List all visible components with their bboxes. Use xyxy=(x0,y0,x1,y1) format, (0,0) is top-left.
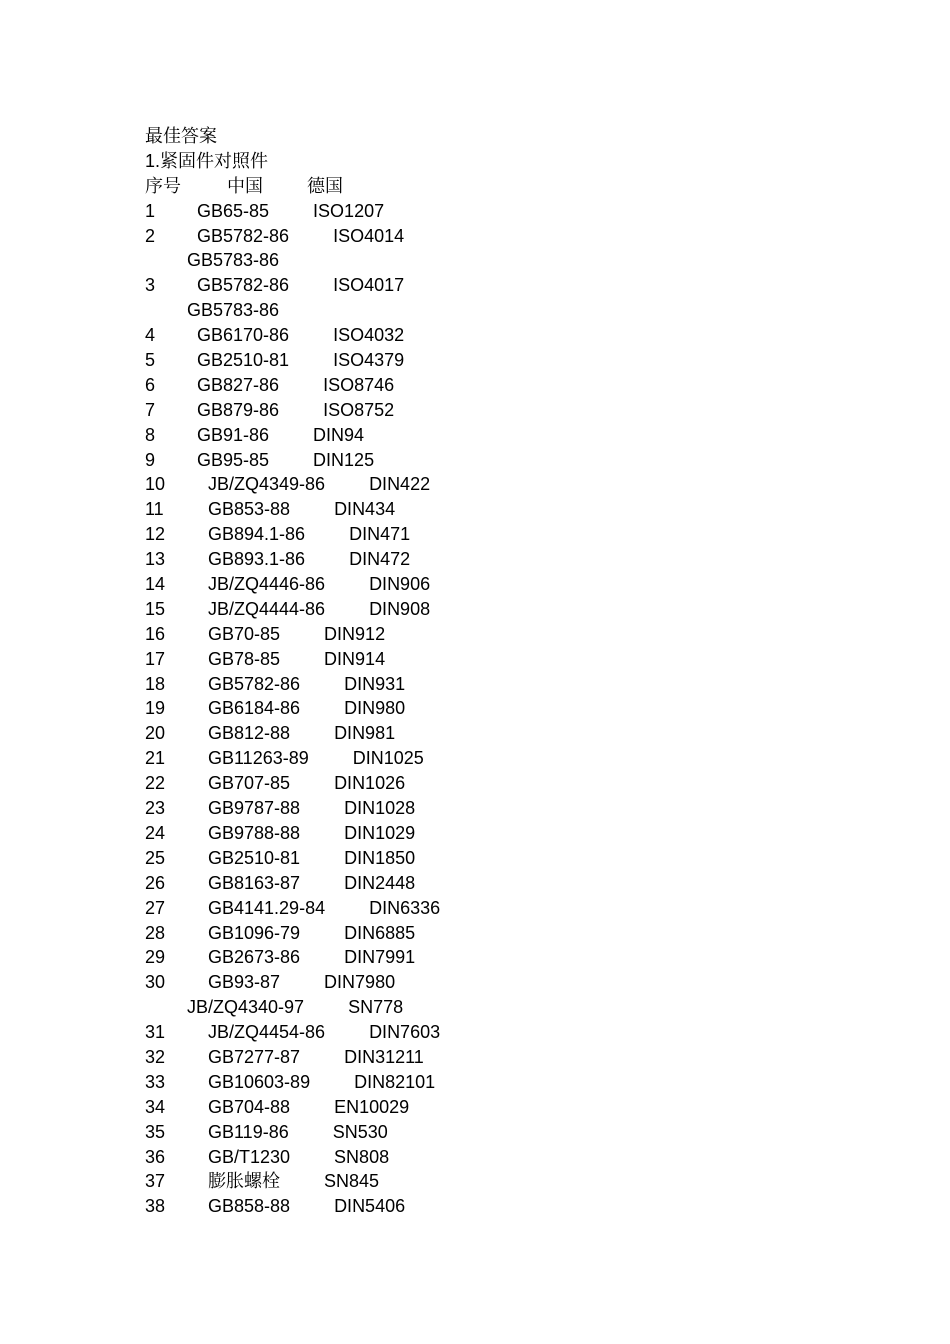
table-row xyxy=(145,547,905,572)
table-row xyxy=(145,273,905,298)
table-row xyxy=(145,224,905,249)
row-germany-standard: DIN1029 xyxy=(344,822,416,843)
table-row xyxy=(145,1070,905,1095)
row-germany-standard: DIN125 xyxy=(313,449,375,470)
row-index: 32 xyxy=(145,1046,166,1067)
row-china-standard: GB812-88 xyxy=(208,723,291,744)
row-index: 5 xyxy=(145,350,156,371)
row-index: 21 xyxy=(145,748,166,769)
row-index: 20 xyxy=(145,723,166,744)
row-china-standard: GB879-86 xyxy=(197,399,280,420)
table-row-continuation xyxy=(145,248,905,273)
row-china-standard: GB5782-86 xyxy=(208,673,301,694)
row-index: 24 xyxy=(145,822,166,843)
row-germany-standard: ISO8752 xyxy=(323,399,395,420)
row-germany-standard: DIN931 xyxy=(344,673,406,694)
row-china-standard: GB11263-89 xyxy=(208,748,309,769)
row-china-standard: GB7277-87 xyxy=(208,1046,301,1067)
table-row xyxy=(145,871,905,896)
row-index: 1 xyxy=(145,200,156,221)
document-body xyxy=(145,124,905,1219)
table-header xyxy=(145,174,905,199)
table-row xyxy=(145,423,905,448)
table-row xyxy=(145,771,905,796)
table-row-continuation xyxy=(145,298,905,323)
row-china-standard: GB893.1-86 xyxy=(208,549,306,570)
row-germany-standard: DIN980 xyxy=(344,698,406,719)
header-col-index: 序号 xyxy=(145,175,181,196)
row-china-standard: GB4141.29-84 xyxy=(208,897,326,918)
table-row xyxy=(145,1020,905,1045)
row-china-standard: GB853-88 xyxy=(208,499,291,520)
row-index: 18 xyxy=(145,673,166,694)
row-germany-standard: DIN471 xyxy=(349,524,411,545)
row-germany-standard: EN10029 xyxy=(334,1096,410,1117)
table-row xyxy=(145,1045,905,1070)
table-row xyxy=(145,746,905,771)
row-germany-standard: ISO4379 xyxy=(333,350,405,371)
row-germany-standard: DIN914 xyxy=(324,648,386,669)
table-row-continuation xyxy=(145,995,905,1020)
row-index: 15 xyxy=(145,598,166,619)
row-index: 27 xyxy=(145,897,166,918)
row-china-standard: GB65-85 xyxy=(197,200,270,221)
row-germany-standard: DIN472 xyxy=(349,549,411,570)
table-row xyxy=(145,1120,905,1145)
row-index: 35 xyxy=(145,1121,166,1142)
row-germany-standard: ISO4032 xyxy=(333,325,405,346)
row-germany-standard: DIN6336 xyxy=(369,897,441,918)
row-germany-standard: DIN7603 xyxy=(369,1022,441,1043)
fastener-table xyxy=(145,199,905,1220)
table-row xyxy=(145,921,905,946)
table-row xyxy=(145,398,905,423)
table-row xyxy=(145,647,905,672)
row-index: 17 xyxy=(145,648,166,669)
row-germany-standard: DIN31211 xyxy=(344,1046,424,1067)
table-row xyxy=(145,1194,905,1219)
table-row xyxy=(145,1169,905,1194)
table-row xyxy=(145,696,905,721)
row-index: 4 xyxy=(145,325,156,346)
row-index: 23 xyxy=(145,798,166,819)
table-row xyxy=(145,1145,905,1170)
row-index: 26 xyxy=(145,872,166,893)
row-germany-standard: DIN1850 xyxy=(344,847,416,868)
row-germany-standard: SN530 xyxy=(332,1121,388,1142)
table-row xyxy=(145,199,905,224)
row-index: 2 xyxy=(145,225,156,246)
row-index: 25 xyxy=(145,847,166,868)
row-index: 30 xyxy=(145,972,166,993)
table-row xyxy=(145,622,905,647)
table-row xyxy=(145,846,905,871)
row-china-standard: GB10603-89 xyxy=(208,1071,311,1092)
table-row xyxy=(145,448,905,473)
row-china-standard: GB91-86 xyxy=(197,424,270,445)
row-china-standard: JB/ZQ4446-86 xyxy=(208,574,326,595)
row-china-standard: GB95-85 xyxy=(197,449,270,470)
table-row xyxy=(145,572,905,597)
row-china-standard: GB78-85 xyxy=(208,648,281,669)
table-row xyxy=(145,522,905,547)
row-germany-standard: DIN94 xyxy=(313,424,365,445)
row-china-standard: GB8163-87 xyxy=(208,872,301,893)
row-germany-standard: SN808 xyxy=(334,1146,390,1167)
row-china-standard: GB707-85 xyxy=(208,773,291,794)
row-index: 31 xyxy=(145,1022,166,1043)
row-china-standard: GB6170-86 xyxy=(197,325,290,346)
row-china-standard: JB/ZQ4349-86 xyxy=(208,474,326,495)
header-col-germany: 德国 xyxy=(307,175,343,196)
table-row xyxy=(145,597,905,622)
table-row xyxy=(145,796,905,821)
row-index: 29 xyxy=(145,947,166,968)
row-germany-standard: DIN912 xyxy=(324,623,386,644)
row-index: 10 xyxy=(145,474,166,495)
row-germany-standard: DIN7991 xyxy=(344,947,416,968)
row-china-standard: GB5782-86 xyxy=(197,225,290,246)
table-row xyxy=(145,721,905,746)
row-index: 6 xyxy=(145,374,156,395)
row-germany-standard: DIN422 xyxy=(369,474,431,495)
row-germany-standard: DIN5406 xyxy=(334,1196,406,1217)
table-row xyxy=(145,945,905,970)
row-china-standard: GB5782-86 xyxy=(197,275,290,296)
row-china-standard: GB1096-79 xyxy=(208,922,301,943)
row-index: 3 xyxy=(145,275,156,296)
row-index: 22 xyxy=(145,773,166,794)
row-china-standard: GB2510-81 xyxy=(208,847,301,868)
row-china-standard: GB9787-88 xyxy=(208,798,301,819)
row-china-standard: GB9788-88 xyxy=(208,822,301,843)
row-index: 19 xyxy=(145,698,166,719)
row-index: 37 xyxy=(145,1171,166,1192)
row-germany-standard: SN845 xyxy=(324,1171,380,1192)
row-china-standard-alt: GB5783-86 xyxy=(187,300,280,321)
row-index: 8 xyxy=(145,424,156,445)
row-germany-standard: DIN1026 xyxy=(334,773,406,794)
row-index: 12 xyxy=(145,524,166,545)
row-china-standard-alt: GB5783-86 xyxy=(187,250,280,271)
row-index: 34 xyxy=(145,1096,166,1117)
section-title: 1.紧固件对照件 xyxy=(145,150,269,171)
row-germany-standard: DIN1025 xyxy=(352,748,424,769)
table-row xyxy=(145,896,905,921)
row-china-standard-alt: JB/ZQ4340-97 xyxy=(187,997,305,1018)
row-germany-standard: DIN1028 xyxy=(344,798,416,819)
table-row xyxy=(145,323,905,348)
row-china-standard: GB6184-86 xyxy=(208,698,301,719)
row-germany-standard: DIN908 xyxy=(369,598,431,619)
row-china-standard: JB/ZQ4454-86 xyxy=(208,1022,326,1043)
row-china-standard: GB2510-81 xyxy=(197,350,290,371)
row-china-standard: GB858-88 xyxy=(208,1196,291,1217)
row-china-standard: GB/T1230 xyxy=(208,1146,291,1167)
row-germany-standard: DIN82101 xyxy=(354,1071,436,1092)
row-china-standard: GB70-85 xyxy=(208,623,281,644)
header-col-china: 中国 xyxy=(227,175,263,196)
row-index: 9 xyxy=(145,449,156,470)
row-index: 14 xyxy=(145,574,166,595)
row-china-standard: GB894.1-86 xyxy=(208,524,306,545)
table-row xyxy=(145,821,905,846)
row-index: 13 xyxy=(145,549,166,570)
row-germany-standard: ISO4014 xyxy=(333,225,405,246)
table-row xyxy=(145,1095,905,1120)
row-index: 28 xyxy=(145,922,166,943)
row-germany-standard: DIN906 xyxy=(369,574,431,595)
row-germany-standard: DIN981 xyxy=(334,723,396,744)
page-heading: 最佳答案 xyxy=(145,126,217,146)
row-china-standard: JB/ZQ4444-86 xyxy=(208,598,326,619)
table-row xyxy=(145,373,905,398)
row-germany-standard: ISO4017 xyxy=(333,275,405,296)
row-germany-standard: DIN2448 xyxy=(344,872,416,893)
row-index: 33 xyxy=(145,1071,166,1092)
table-row xyxy=(145,672,905,697)
table-row xyxy=(145,970,905,995)
row-germany-standard: ISO8746 xyxy=(323,374,395,395)
row-index: 38 xyxy=(145,1196,166,1217)
row-index: 16 xyxy=(145,623,166,644)
row-index: 11 xyxy=(145,499,164,520)
row-index: 7 xyxy=(145,399,156,420)
row-china-standard: GB704-88 xyxy=(208,1096,291,1117)
row-china-standard: GB93-87 xyxy=(208,972,281,993)
row-germany-standard: DIN6885 xyxy=(344,922,416,943)
row-china-standard: 膨胀螺栓 xyxy=(208,1171,280,1192)
table-row xyxy=(145,472,905,497)
table-row xyxy=(145,348,905,373)
row-germany-standard-alt: SN778 xyxy=(348,997,404,1018)
row-germany-standard: DIN434 xyxy=(334,499,396,520)
row-china-standard: GB2673-86 xyxy=(208,947,301,968)
row-germany-standard: DIN7980 xyxy=(324,972,396,993)
row-germany-standard: ISO1207 xyxy=(313,200,385,221)
row-china-standard: GB119-86 xyxy=(208,1121,289,1142)
row-index: 36 xyxy=(145,1146,166,1167)
row-china-standard: GB827-86 xyxy=(197,374,280,395)
table-row xyxy=(145,497,905,522)
